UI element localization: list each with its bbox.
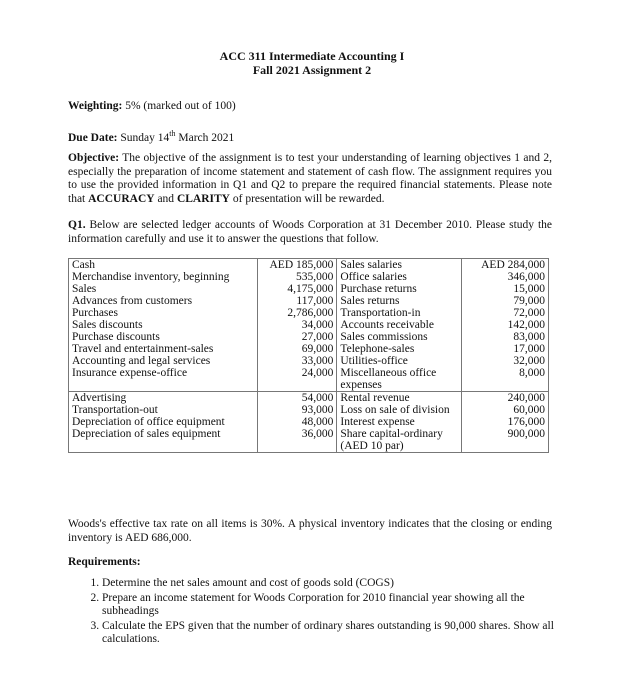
objective-text: The objective of the assignment is to test your understanding of learning objectives 1 and 2, especially the preparation of income statement and statement of cash flow. The assignment requires you to use the provided information in Q1 and Q2 to prepare the required financial statements. Please note that [68, 152, 552, 205]
table-row [69, 392, 549, 405]
account-name: Depreciation of sales equipment [69, 428, 258, 453]
account-amount: 900,000 [462, 428, 549, 453]
account-amount: 24,000 [257, 367, 337, 392]
account-name: Share capital-ordinary (AED 10 par) [337, 428, 462, 453]
due-sup: th [169, 129, 176, 138]
requirements-list [84, 577, 572, 648]
account-name: Advertising [69, 392, 258, 405]
account-name: Insurance expense-office [69, 367, 258, 392]
account-amount: AED 185,000 [257, 259, 337, 272]
account-amount: 60,000 [462, 404, 549, 416]
account-amount: AED 284,000 [462, 259, 549, 272]
account-amount: 48,000 [257, 416, 337, 428]
account-name: Purchases [69, 307, 258, 319]
account-amount: 33,000 [257, 355, 337, 367]
requirements-heading [68, 556, 552, 570]
account-amount: 54,000 [257, 392, 337, 405]
account-name: Transportation-out [69, 404, 258, 416]
account-amount: 17,000 [462, 343, 549, 355]
weighting-label: Weighting: [68, 100, 123, 112]
table-row [69, 404, 549, 416]
requirements-label: Requirements: [68, 556, 141, 568]
account-name: Interest expense [337, 416, 462, 428]
account-name: Accounting and legal services [69, 355, 258, 367]
account-amount: 142,000 [462, 319, 549, 331]
account-amount: 27,000 [257, 331, 337, 343]
weighting-value: 5% (marked out of 100) [122, 100, 236, 112]
account-amount: 79,000 [462, 295, 549, 307]
account-amount: 176,000 [462, 416, 549, 428]
account-amount: 8,000 [462, 367, 549, 392]
table-row [69, 283, 549, 295]
account-name: Sales discounts [69, 319, 258, 331]
account-amount: 36,000 [257, 428, 337, 453]
table-row [69, 331, 549, 343]
account-amount: 34,000 [257, 319, 337, 331]
table-row [69, 428, 549, 453]
ledger-table [68, 258, 549, 453]
requirement-item: 3. Calculate the EPS given that the number of ordinary shares outstanding is 90,000 shares. Show all calculations. [102, 620, 572, 647]
document-title: ACC 311 Intermediate Accounting I [219, 49, 405, 63]
account-amount: 15,000 [462, 283, 549, 295]
account-amount: 346,000 [462, 271, 549, 283]
question-1 [68, 219, 552, 246]
account-name: Depreciation of office equipment [69, 416, 258, 428]
account-name: Cash [69, 259, 258, 272]
q1-text: Below are selected ledger accounts of Woods Corporation at 31 December 2010. Please study the information carefully and use it to answer the questions that follow. [68, 219, 552, 245]
table-row [69, 319, 549, 331]
account-amount: 2,786,000 [257, 307, 337, 319]
account-amount: 240,000 [462, 392, 549, 405]
account-amount: 117,000 [257, 295, 337, 307]
objective-text-end: of presentation will be rewarded. [229, 192, 385, 205]
accuracy: ACCURACY [88, 192, 155, 205]
clarity: CLARITY [176, 192, 230, 205]
q1-label: Q1. [68, 219, 86, 231]
weighting [68, 100, 552, 114]
due-value-post: March 2021 [175, 131, 235, 144]
account-name: Merchandise inventory, beginning [69, 271, 258, 283]
requirement-item: 2. Prepare an income statement for Woods Corporation for 2010 financial year showing all the subheadings [102, 592, 572, 619]
account-amount: 535,000 [257, 271, 337, 283]
account-name: Purchase returns [337, 283, 462, 295]
due-value: Sunday 14 [117, 131, 170, 144]
account-name: Purchase discounts [69, 331, 258, 343]
account-name: Sales salaries [337, 259, 462, 272]
account-amount: 32,000 [462, 355, 549, 367]
account-name: Utilities-office [337, 355, 462, 367]
account-amount: 4,175,000 [257, 283, 337, 295]
account-name: Sales returns [337, 295, 462, 307]
requirement-item: 1. Determine the net sales amount and cost of goods sold (COGS) [102, 577, 572, 591]
account-amount: 72,000 [462, 307, 549, 319]
objective-label: Objective: [68, 152, 120, 164]
account-amount: 69,000 [257, 343, 337, 355]
table-row [69, 271, 549, 283]
due-date [68, 127, 552, 145]
table-row [69, 295, 549, 307]
account-name: Sales [69, 283, 258, 295]
table-row [69, 307, 549, 319]
account-name: Travel and entertainment-sales [69, 343, 258, 355]
table-row [69, 416, 549, 428]
table-row [69, 355, 549, 367]
tax-note: Woods's effective tax rate on all items is 30%. A physical inventory indicates that the closing or ending inventory is AED 686,000. [68, 518, 552, 544]
account-name: Rental revenue [337, 392, 462, 405]
and-text: and [154, 192, 177, 205]
account-name: Advances from customers [69, 295, 258, 307]
account-amount: 83,000 [462, 331, 549, 343]
account-name: Miscellaneous office expenses [337, 367, 462, 392]
account-amount: 93,000 [257, 404, 337, 416]
due-label: Due Date: [68, 131, 118, 144]
table-row [69, 259, 549, 272]
document-subtitle: Fall 2021 Assignment 2 [252, 63, 372, 77]
table-row [69, 343, 549, 355]
account-name: Sales commissions [337, 331, 462, 343]
objective [68, 152, 552, 206]
account-name: Office salaries [337, 271, 462, 283]
table-row [69, 367, 549, 392]
account-name: Telephone-sales [337, 343, 462, 355]
account-name: Transportation-in [337, 307, 462, 319]
account-name: Loss on sale of division [337, 404, 462, 416]
account-name: Accounts receivable [337, 319, 462, 331]
